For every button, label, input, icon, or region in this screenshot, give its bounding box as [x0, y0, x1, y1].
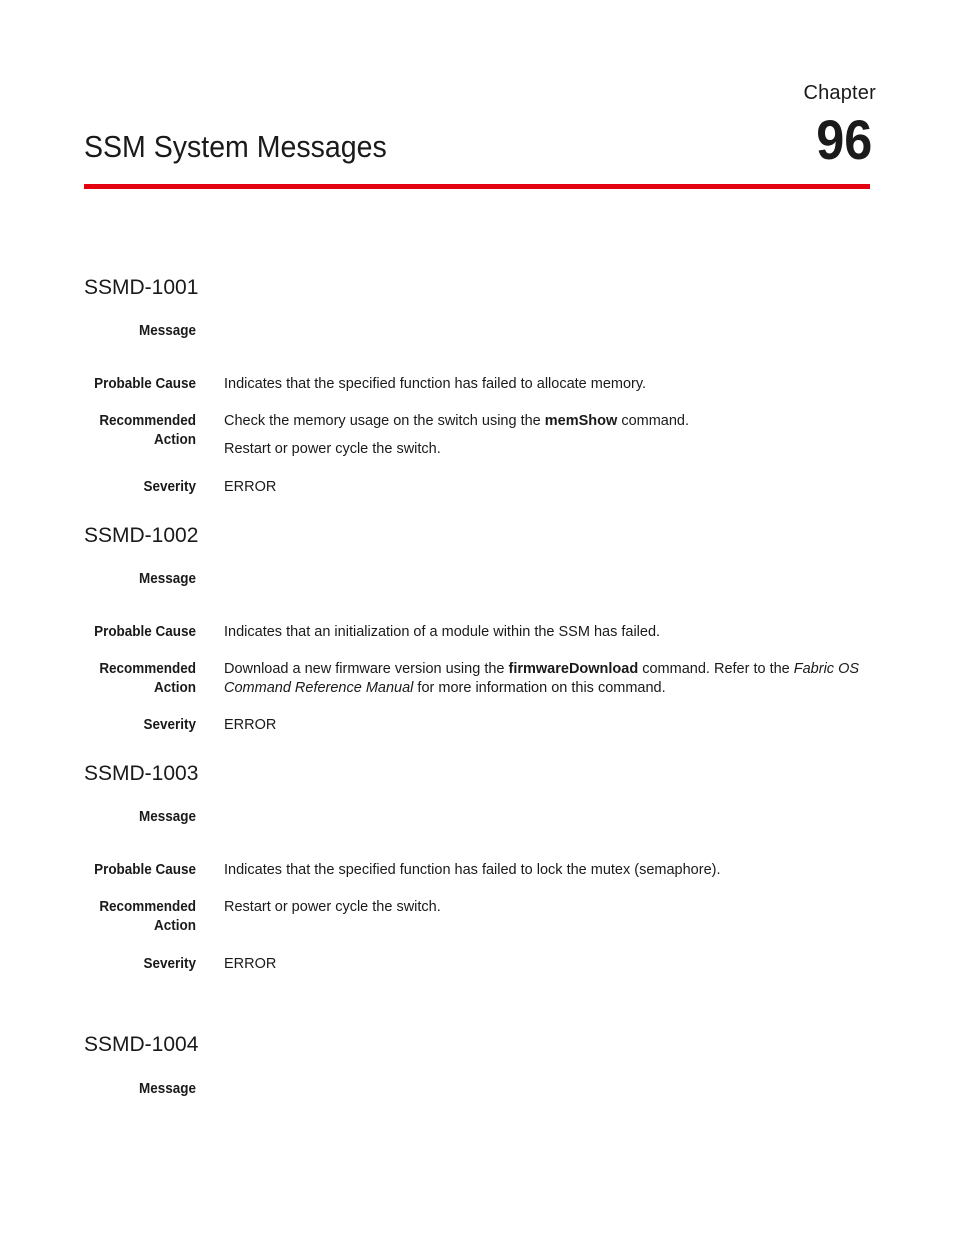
severity-value: ERROR	[224, 956, 277, 972]
title-divider	[84, 184, 870, 189]
command-name: firmwareDownload	[508, 661, 639, 677]
recommended-label-line2: Action	[154, 918, 196, 934]
recommended-action-label	[66, 412, 196, 450]
recommended-action-text-2: Restart or power cycle the switch.	[224, 441, 441, 457]
recommended-label-line2: Action	[154, 432, 196, 448]
recommended-label-line1: Recommended	[99, 413, 196, 429]
severity-label: Severity	[143, 717, 196, 733]
action-text: Download a new firmware version using the	[224, 661, 509, 677]
severity-label: Severity	[143, 479, 196, 495]
command-name: memShow	[544, 413, 618, 429]
severity-label: Severity	[143, 956, 196, 972]
section-heading-ssmd-1004: SSMD-1004	[84, 1033, 199, 1056]
section-heading-ssmd-1002: SSMD-1002	[84, 524, 199, 547]
probable-cause-label: Probable Cause	[94, 376, 196, 392]
action-text: command. Refer to the	[638, 661, 794, 677]
action-text: Check the memory usage on the switch using the	[224, 413, 545, 429]
probable-cause-text: Indicates that an initialization of a module within the SSM has failed.	[224, 624, 661, 640]
probable-cause-label: Probable Cause	[94, 624, 196, 640]
chapter-label: Chapter	[803, 82, 876, 104]
recommended-action-label	[66, 898, 196, 936]
chapter-number: 96	[815, 108, 872, 171]
recommended-action-label	[66, 660, 196, 698]
section-heading-ssmd-1003: SSMD-1003	[84, 762, 199, 785]
message-label: Message	[139, 323, 196, 339]
message-label: Message	[139, 1081, 196, 1097]
severity-value: ERROR	[224, 717, 277, 733]
probable-cause-text: Indicates that the specified function has failed to allocate memory.	[224, 376, 647, 392]
probable-cause-label: Probable Cause	[94, 862, 196, 878]
recommended-action-text: Restart or power cycle the switch.	[224, 899, 441, 915]
recommended-label-line2: Action	[154, 680, 196, 696]
section-heading-ssmd-1001: SSMD-1001	[84, 276, 199, 299]
manual-title: Command Reference Manual	[224, 680, 414, 696]
action-text: for more information on this command.	[413, 680, 666, 696]
page-title: SSM System Messages	[84, 129, 387, 164]
recommended-label-line1: Recommended	[99, 899, 196, 915]
manual-title: Fabric OS	[793, 661, 860, 677]
message-label: Message	[139, 809, 196, 825]
message-label: Message	[139, 571, 196, 587]
action-text: command.	[617, 413, 690, 429]
recommended-action-text	[224, 412, 864, 431]
recommended-action-text	[224, 660, 864, 698]
severity-value: ERROR	[224, 479, 277, 495]
probable-cause-text: Indicates that the specified function has failed to lock the mutex (semaphore).	[224, 862, 721, 878]
recommended-label-line1: Recommended	[99, 661, 196, 677]
